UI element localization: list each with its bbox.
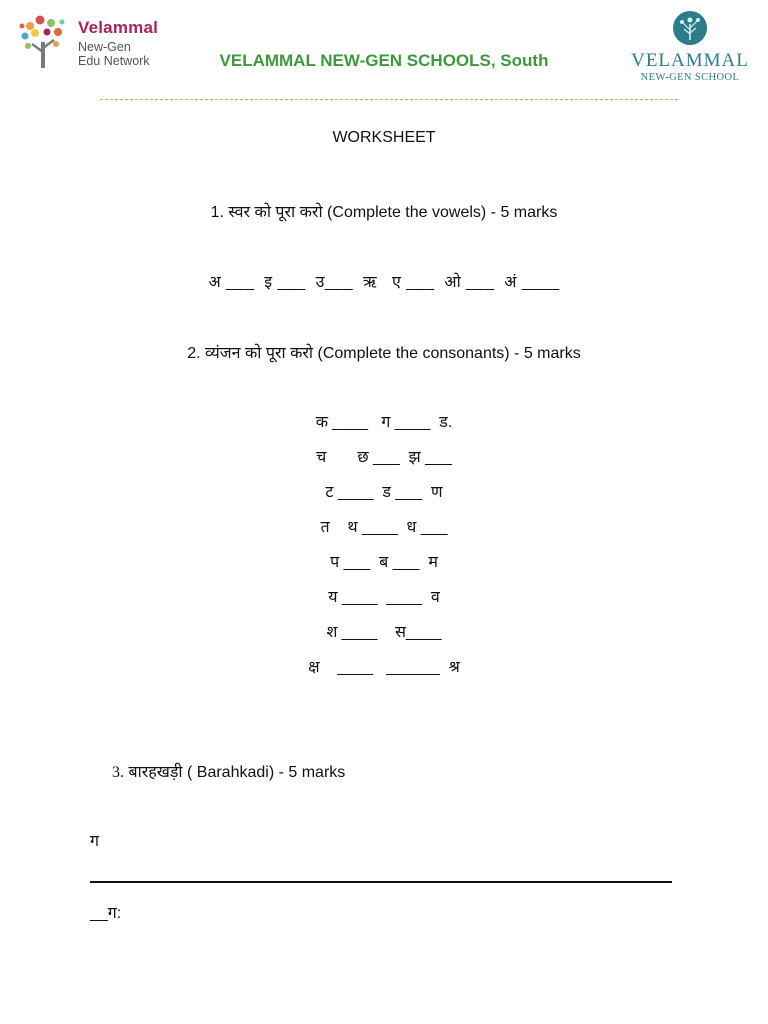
consonant-row: श ____ स____ <box>326 624 442 641</box>
header-divider <box>100 99 678 100</box>
answer-line <box>90 881 672 883</box>
question-3-title <box>112 760 345 782</box>
barahkadi-start-letter: ग <box>90 833 100 850</box>
consonant-row: ट ____ ड ___ ण <box>325 484 443 501</box>
right-logo-name: VELAMMAL <box>631 50 749 71</box>
vowels-row: अ ___ इ ___ उ___ ऋ ए ___ ओ ___ अं ____ <box>208 274 560 291</box>
right-logo-tagline: NEW-GEN SCHOOL <box>640 72 740 83</box>
barahkadi-end-letter: __ग: <box>90 905 122 922</box>
worksheet-heading: WORKSHEET <box>332 129 436 146</box>
question-2-title: 2. व्यंजन को पूरा करो (Complete the consonants) - 5 marks <box>187 345 581 362</box>
left-logo-line2: Edu Network <box>78 54 150 68</box>
consonant-row: क ____ ग ____ ड. <box>315 414 453 431</box>
left-logo-line1: New-Gen <box>78 40 131 54</box>
velammal-new-gen-school-logo <box>628 10 752 82</box>
question-1-title: 1. स्वर को पूरा करो (Complete the vowels) - 5 marks <box>210 204 558 221</box>
question-3-number: 3. <box>112 764 124 781</box>
school-title-text: VELAMMAL NEW-GEN SCHOOLS, South <box>219 51 549 70</box>
tree-emblem-icon <box>672 10 708 46</box>
consonant-row: त थ ____ ध ___ <box>320 519 448 536</box>
consonant-row: क्ष ____ ______ श्र <box>308 659 460 676</box>
consonant-row: च छ ___ झ ___ <box>316 449 452 466</box>
consonant-row: य ____ ____ व <box>328 589 440 606</box>
left-logo-brand: Velammal <box>78 18 159 37</box>
consonant-row: प ___ ब ___ म <box>330 554 438 571</box>
question-3-text: बारहखड़ी ( Barahkadi) - 5 marks <box>128 764 346 781</box>
